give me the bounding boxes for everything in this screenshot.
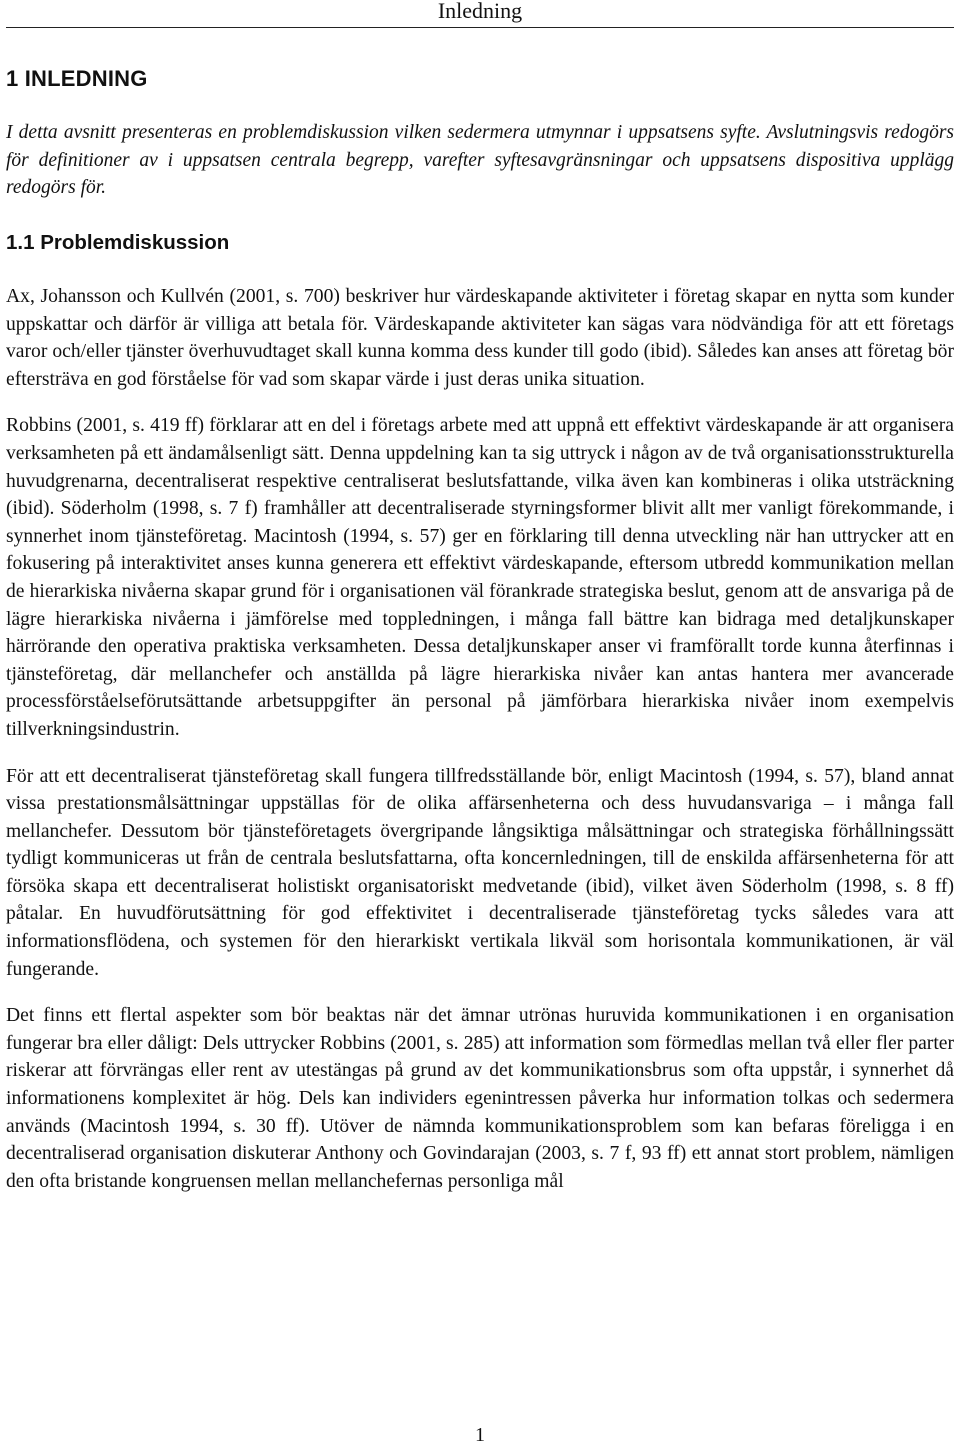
document-page — [6, 0, 954, 1446]
running-header: Inledning — [6, 0, 954, 28]
body-paragraph: Ax, Johansson och Kullvén (2001, s. 700) beskriver hur värdeskapande aktiviteter i företag skapar en nytta som kunder uppskattar och därför är villiga att betala för. Värdeskapande aktiviteter kan sägas vara nödvändiga för att ett företags varor och/eller tjänster överhuvudtaget skall kunna komma dess kunder till godo (ibid). Således kan anses att företag bör eftersträva en god förståelse för vad som skapar värde i just deras unika situation. — [6, 286, 954, 390]
chapter-title: 1 INLEDNING — [6, 66, 148, 91]
body-paragraph: Det finns ett flertal aspekter som bör beaktas när det ämnar utrönas huruvida kommunikationen i en organisation fungerar bra eller dåligt: Dels uttrycker Robbins (2001, s. 285) att information som förmedlas mellan två eller fler parter riskerar att förvrängas eller rent av utestängas på grund av det kommunikationsbrus som ofta uppstår, i synnerhet då informationens komplexitet är hög. Dels kan individers egenintressen påverka hur information tolkas och sedermera används (Macintosh 1994, s. 30 ff). Utöver de nämnda kommunikationsproblem som kan befaras föreligga i en decentraliserad organisation diskuterar Anthony och Govindarajan (2003, s. 7 f, 93 ff) ett annat stort problem, nämligen den ofta bristande kongruensen mellan mellanchefernas personliga mål — [6, 1005, 954, 1192]
section-title: 1.1 Problemdiskussion — [6, 231, 230, 254]
chapter-intro: I detta avsnitt presenteras en problemdiskussion vilken sedermera utmynnar i uppsatsens syfte. Avslutningsvis redogörs för definitioner av i uppsatsen centrala begrepp, varefter syftesavgränsningar och uppsatsens dispositiva upplägg redogörs för. — [6, 122, 954, 199]
section-body — [6, 283, 954, 1214]
body-paragraph: För att ett decentraliserat tjänsteföretag skall fungera tillfredsställande bör, enligt Macintosh (1994, s. 57), bland annat vissa prestationsmålsättningar uppställas för de olika affärsenheterna och dess huvudansvariga – i många fall mellanchefer. Dessutom bör tjänsteföretagets övergripande långsiktiga målsättningar och strategiska förhållningssätt tydligt kommuniceras ut från de centrala beslutsfattarna, ofta koncernledningen, till de enskilda affärsenheterna för att försöka skapa ett decentraliserat holistiskt organisatoriskt medvetande (ibid), vilket även Söderholm (1998, s. 8 ff) påtalar. En huvudförutsättning för god effektivitet i decentraliserade tjänsteföretag tycks således vara att informationsflödena, och systemen för den hierarkiskt vertikala likväl som horisontala kommunikationen, är väl fungerande. — [6, 765, 954, 980]
body-paragraph: Robbins (2001, s. 419 ff) förklarar att en del i företags arbete med att uppnå ett effektivt värdeskapande är att organisera verksamheten på ett ändamålsenligt sätt. Denna uppdelning kan ta sig uttryck i någon av de två organisationsstrukturella huvudgrenarna, decentraliserat respektive centraliserat beslutsfattande, vilka även kan kombineras i olika utsträckning (ibid). Söderholm (1998, s. 7 f) framhåller att decentraliserade styrningsformer blivit allt mer vanligt förekommande, i synnerhet inom tjänsteföretag. Macintosh (1994, s. 57) ger en förklaring till denna utveckling när han uttrycker att en fokusering på interaktivitet anses kunna generera ett effektivt värdeskapande, eftersom utbredd kommunikation mellan de hierarkiska nivåerna skapar grund för i organisationen väl förankrade strategiska beslut, genom att de ansvariga på de lägre hierarkiska nivåerna i jämförelse med toppledningen, i många fall bättre kan bidraga med detaljkunskaper härrörande den operativa praktiska verksamheten. Dessa detaljkunskaper anser vi framförallt torde kunna återfinnas i tjänsteföretag, där mellanchefer och anställda på lägre hierarkiska nivåer kan antas hantera mer avancerade processförståelseförutsättande arbetsuppgifter än personal på jämförbara hierarkiska nivåer inom exempelvis tillverkningsindustrin. — [6, 415, 954, 740]
page-number: 1 — [475, 1424, 485, 1446]
